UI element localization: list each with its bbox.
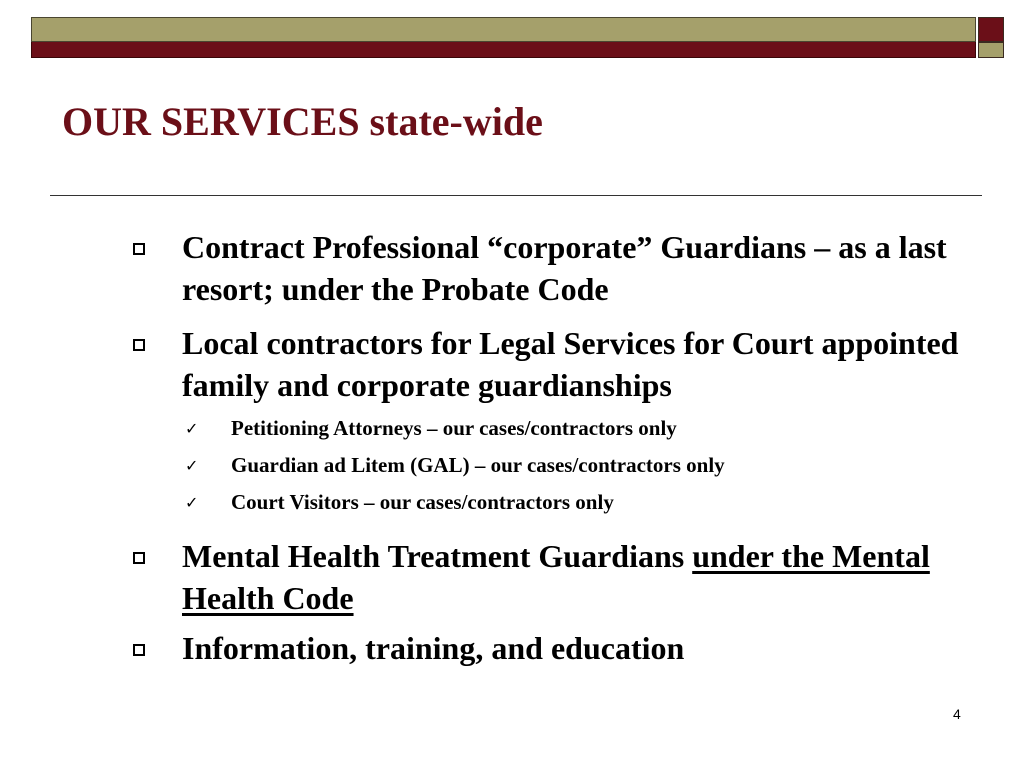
header-corner-maroon-square	[978, 17, 1004, 42]
bullet-list	[130, 226, 980, 669]
checkmark-icon: ✓	[185, 456, 199, 475]
square-bullet-icon	[133, 339, 145, 351]
checkmark-icon: ✓	[185, 419, 199, 438]
bullet-item	[130, 226, 980, 310]
square-bullet-icon	[133, 644, 145, 656]
header-bar-olive	[31, 17, 976, 42]
sub-list-item	[130, 410, 980, 447]
sub-item-text: Guardian ad Litem (GAL) – our cases/contractors only	[231, 453, 725, 477]
header-corner-olive-square	[978, 42, 1004, 58]
square-bullet-icon	[133, 552, 145, 564]
slide-title: OUR SERVICES state-wide	[62, 99, 543, 144]
sub-list-item	[130, 447, 980, 484]
sub-item-text: Court Visitors – our cases/contractors only	[231, 490, 614, 514]
square-bullet-icon	[133, 243, 145, 255]
sub-item-text: Petitioning Attorneys – our cases/contractors only	[231, 416, 677, 440]
bullet-item	[130, 535, 980, 619]
bullet-text: Local contractors for Legal Services for Court appointed family and corporate guardianships	[182, 325, 959, 403]
bullet-item	[130, 627, 980, 669]
bullet-item	[130, 322, 980, 406]
checkmark-icon: ✓	[185, 493, 199, 512]
bullet-text-underlined: under the Mental Health Code	[182, 538, 930, 616]
sub-list-item	[130, 484, 980, 521]
bullet-text: Mental Health Treatment Guardians	[182, 538, 693, 574]
bullet-text: Contract Professional “corporate” Guardians – as a last resort; under the Probate Code	[182, 229, 947, 307]
slide-number: 4	[953, 706, 961, 722]
bullet-text: Information, training, and education	[182, 630, 685, 666]
header-bar-maroon	[31, 42, 976, 58]
title-divider	[50, 195, 982, 196]
